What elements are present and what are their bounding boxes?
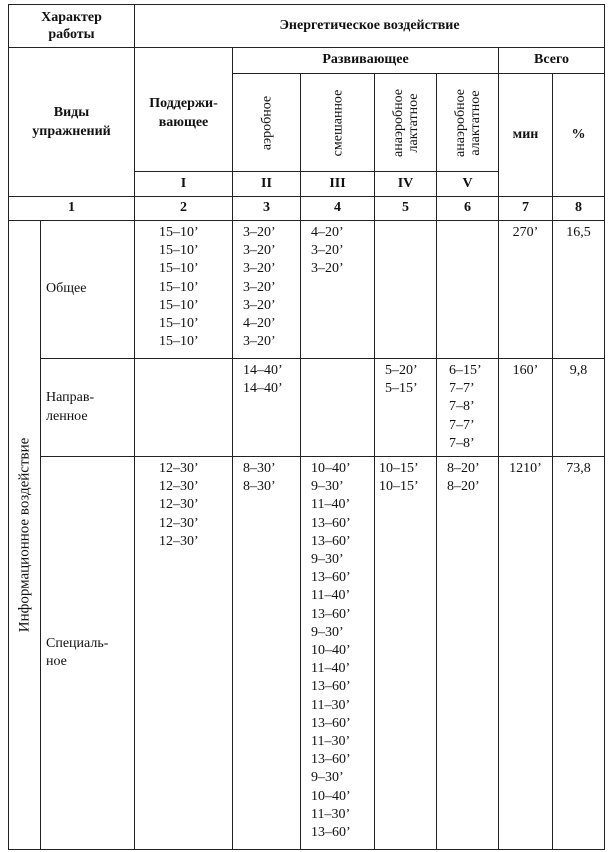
time-value: 9–30’ [311,552,344,568]
time-value: 4–20’ [311,225,344,240]
time-value: 15–10’ [159,261,199,277]
values-cell [135,457,233,850]
roman-numeral: IV [375,172,437,197]
time-value: 12–30’ [159,515,199,531]
time-value: 12–30’ [159,461,199,476]
time-value: 5–20’ [385,363,418,378]
energy-impact-header: Энергетическое воздействие [135,5,605,48]
min-header: мин [499,74,553,197]
time-value: 7–8’ [449,399,475,415]
time-value: 11–30’ [311,806,351,822]
time-value: 6–15’ [449,363,482,378]
info-impact-label: Информационное воздействие [9,221,41,850]
time-value: 10–15’ [379,479,419,495]
values-cell [437,221,499,359]
table-row [9,221,605,359]
total-min: 1210’ [499,457,553,850]
values-cell [135,359,233,457]
time-value: 11–30’ [311,697,351,713]
time-value: 15–10’ [159,279,199,295]
time-value: 13–60’ [311,570,351,586]
time-value: 8–30’ [243,461,276,476]
time-value: 15–10’ [159,243,199,259]
time-value: 15–10’ [159,297,199,313]
time-value: 3–20’ [243,243,276,259]
total-percent: 73,8 [553,457,605,850]
time-value: 8–30’ [243,479,276,495]
time-value: 3–20’ [243,334,276,350]
column-number: 2 [135,197,233,221]
time-value: 15–10’ [159,316,199,332]
values-cell [301,457,375,850]
time-value: 12–30’ [159,533,199,549]
time-value: 9–30’ [311,624,344,640]
values-cell [233,359,301,457]
mixed-header: смешанное [301,74,375,172]
time-value: 8–20’ [447,479,480,495]
time-value: 10–40’ [311,461,351,476]
values-cell [375,359,437,457]
time-value: 11–40’ [311,661,351,677]
values-cell [233,221,301,359]
time-value: 10–40’ [311,788,351,804]
column-number: 4 [301,197,375,221]
column-number: 3 [233,197,301,221]
time-value: 5–15’ [385,381,418,397]
time-value: 14–40’ [243,381,283,397]
roman-numeral: III [301,172,375,197]
roman-numeral: I [135,172,233,197]
anaerobic-alactic-header: анаэробное алактатное [437,74,499,172]
values-cell [233,457,301,850]
time-value: 15–10’ [159,225,199,240]
time-value: 12–30’ [159,479,199,495]
time-value: 14–40’ [243,363,283,378]
values-cell [301,359,375,457]
time-value: 7–7’ [449,417,475,433]
time-value: 7–8’ [449,435,475,451]
values-cell [301,221,375,359]
time-value: 3–20’ [243,225,276,240]
table-row [9,457,605,850]
time-value: 4–20’ [243,316,276,332]
total-percent: 9,8 [553,359,605,457]
time-value: 13–60’ [311,825,351,841]
column-number: 7 [499,197,553,221]
time-value: 13–60’ [311,715,351,731]
time-value: 11–30’ [311,734,351,750]
table-row [9,359,605,457]
column-number: 5 [375,197,437,221]
developing-header: Развивающее [233,48,499,74]
column-number: 8 [553,197,605,221]
row-label: Специаль- ное [41,457,135,850]
column-number: 1 [9,197,135,221]
column-number: 6 [437,197,499,221]
values-cell [437,359,499,457]
row-label: Общее [41,221,135,359]
total-min: 270’ [499,221,553,359]
roman-numeral: V [437,172,499,197]
energy-impact-table [8,4,605,850]
time-value: 9–30’ [311,770,344,786]
time-value: 8–20’ [447,461,480,476]
total-percent: 16,5 [553,221,605,359]
values-cell [437,457,499,850]
roman-numeral: II [233,172,301,197]
time-value: 7–7’ [449,381,475,397]
supporting-header: Поддержи- вающее [135,48,233,172]
anaerobic-lactic-header: анаэробное лактатное [375,74,437,172]
time-value: 3–20’ [243,279,276,295]
time-value: 13–60’ [311,679,351,695]
time-value: 15–10’ [159,334,199,350]
time-value: 13–60’ [311,515,351,531]
time-value: 13–60’ [311,752,351,768]
time-value: 11–40’ [311,588,351,604]
percent-header: % [553,74,605,197]
time-value: 3–20’ [311,243,344,259]
time-value: 3–20’ [243,297,276,313]
time-value: 13–60’ [311,606,351,622]
total-header: Всего [499,48,605,74]
values-cell [375,457,437,850]
time-value: 10–40’ [311,643,351,659]
values-cell [135,221,233,359]
time-value: 10–15’ [379,461,419,476]
total-min: 160’ [499,359,553,457]
values-cell [375,221,437,359]
time-value: 3–20’ [243,261,276,277]
work-character-header: Характер работы [9,5,135,48]
time-value: 11–40’ [311,497,351,513]
time-value: 3–20’ [311,261,344,277]
aerobic-header: аэробное [233,74,301,172]
time-value: 9–30’ [311,479,344,495]
time-value: 12–30’ [159,497,199,513]
time-value: 13–60’ [311,533,351,549]
row-label: Направ- ленное [41,359,135,457]
exercise-types-header: Виды упражнений [9,48,135,197]
